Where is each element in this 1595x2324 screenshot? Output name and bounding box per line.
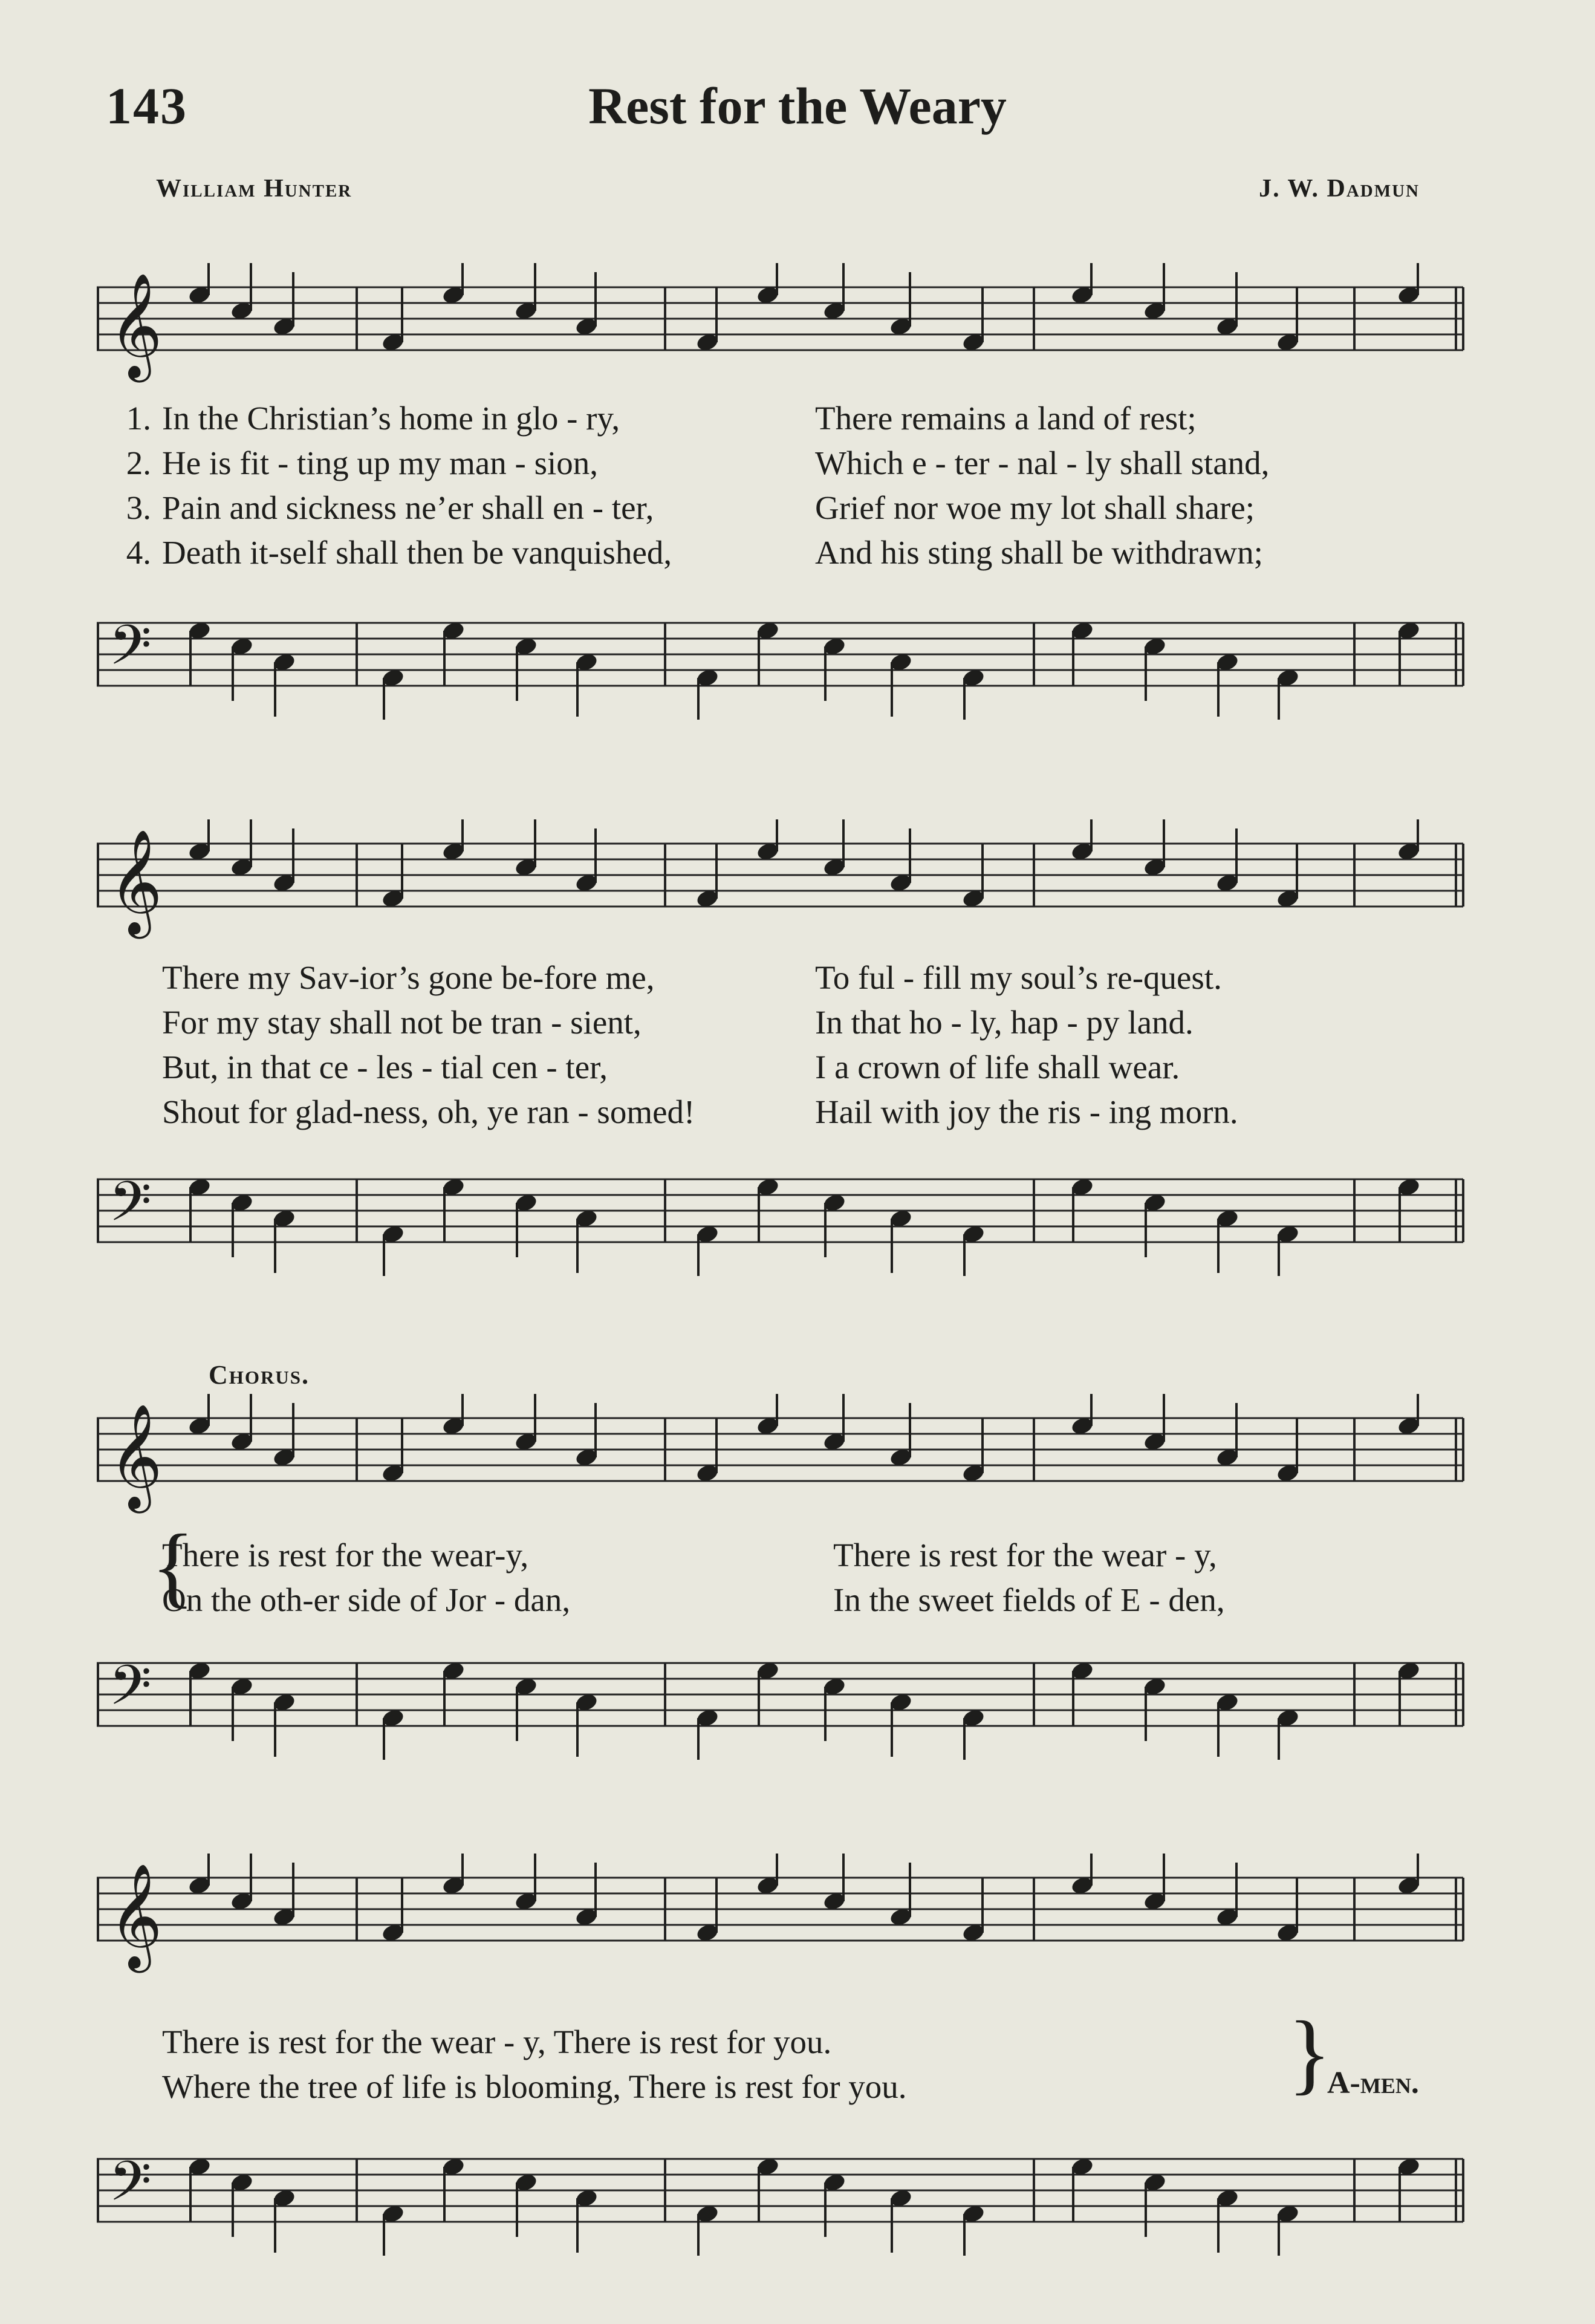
treble-staff (91, 1394, 1475, 1515)
lyric-line-1: There is rest for the wear-y, There is rest for the wear - y, (162, 1537, 1217, 1574)
hymn-title: Rest for the Weary (588, 77, 1007, 135)
treble-staff (91, 1854, 1475, 1974)
lyric-line-2: 2. He is fit - ting up my man - sion, Which e - ter - nal - ly shall stand, (126, 444, 1270, 481)
treble-clef-icon: 𝄞 (109, 1863, 163, 1968)
chorus-label: Chorus. (209, 1360, 310, 1390)
system-2 (91, 810, 1475, 1282)
lyric-line-1: There is rest for the wear - y, There is rest for you. (162, 2023, 832, 2060)
bass-staff (91, 1639, 1475, 1760)
lyric-line-2: Where the tree of life is blooming, There is rest for you. (162, 2068, 907, 2105)
verse-lyrics-part2 (91, 955, 1475, 1134)
treble-clef-icon: 𝄞 (109, 829, 163, 934)
bass-clef-icon: 𝄢 (109, 2149, 152, 2227)
lyric-line-2: On the oth-er side of Jor - dan, In the sweet fields of E - den, (162, 1581, 1225, 1618)
bass-clef-icon: 𝄢 (109, 1653, 152, 1731)
lyric-line-3: 3. Pain and sickness ne’er shall en - ter, Grief nor woe my lot shall share; (126, 489, 1255, 526)
system-4 (91, 1844, 1475, 2298)
bass-staff (91, 599, 1475, 720)
treble-staff (91, 819, 1475, 940)
system-1 (91, 254, 1475, 726)
lyric-line-1: There my Sav-ior’s gone be-fore me, To ful - fill my soul’s re-quest. (162, 959, 1222, 996)
lyric-line-1: 1. In the Christian’s home in glo - ry, There remains a land of rest; (126, 400, 1197, 437)
bass-staff (91, 2135, 1475, 2256)
verse-lyrics-part1 (91, 396, 1475, 575)
words-credit: William Hunter (156, 175, 352, 203)
bass-clef-icon: 𝄢 (109, 613, 152, 691)
chorus-brace-1: { (151, 1516, 195, 1616)
hymn-number: 143 (106, 77, 187, 135)
lyric-line-4: Shout for glad-ness, oh, ye ran - somed! Hail with joy the ris - ing morn. (162, 1093, 1238, 1130)
music-credit: J. W. Dadmun (1259, 175, 1420, 203)
treble-staff (91, 263, 1475, 384)
chorus-brace-2: } (1288, 2003, 1331, 2103)
bass-clef-icon: 𝄢 (109, 1170, 152, 1247)
lyric-line-4: 4. Death it-self shall then be vanquished, And his sting shall be withdrawn; (126, 534, 1263, 571)
lyric-line-2: For my stay shall not be tran - sient, In that ho - ly, hap - py land. (162, 1004, 1194, 1041)
amen-label: A-men. (1327, 2066, 1419, 2100)
lyric-line-3: But, in that ce - les - tial cen - ter, I a crown of life shall wear. (162, 1049, 1180, 1086)
chorus-lyrics-part1 (91, 1533, 1475, 1623)
system-3 (91, 1385, 1475, 1772)
treble-clef-icon: 𝄞 (109, 273, 163, 378)
chorus-lyrics-part2 (91, 2020, 1475, 2109)
treble-clef-icon: 𝄞 (109, 1404, 163, 1509)
bass-staff (91, 1155, 1475, 1276)
